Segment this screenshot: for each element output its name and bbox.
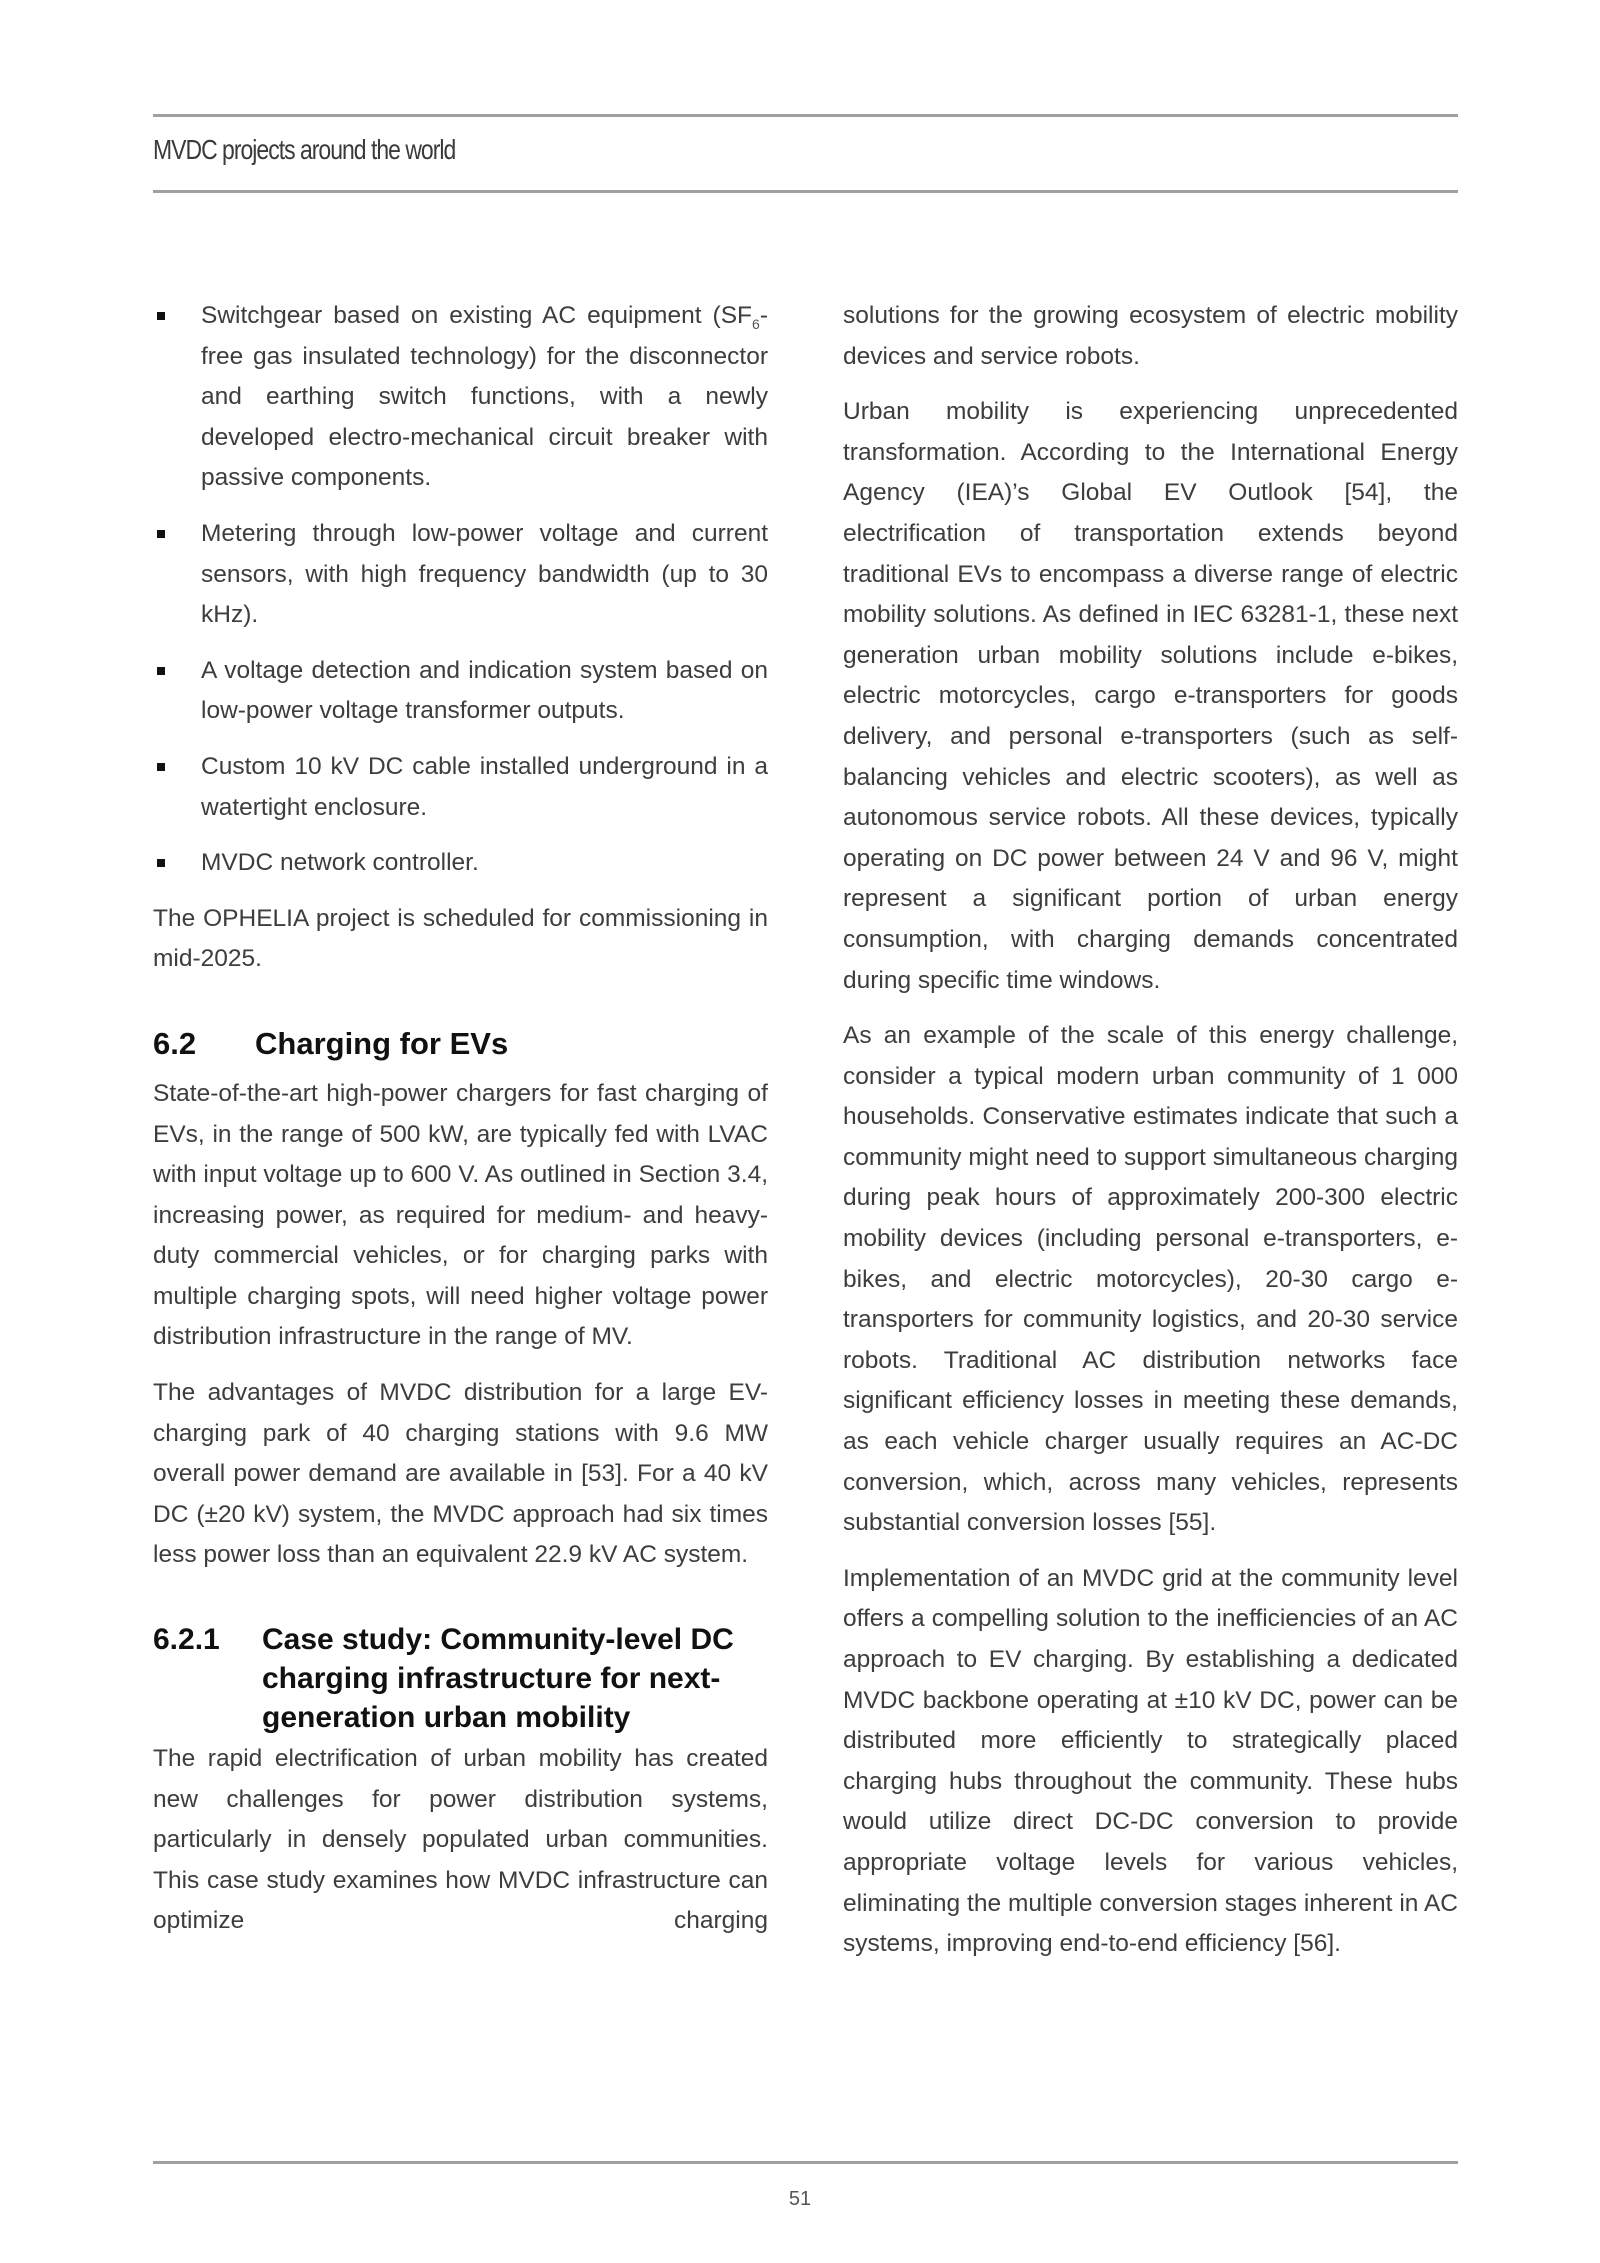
header-bottom-rule (153, 190, 1458, 193)
bullet-text: Custom 10 kV DC cable installed underground in a watertight enclosure. (201, 752, 768, 821)
section-number: 6.2 (153, 1025, 197, 1061)
bullet-item-voltage-detection (153, 651, 768, 732)
bullet-text: A voltage detection and indication system based on low-power voltage transformer outputs. (201, 656, 768, 725)
ophelia-schedule-paragraph: The OPHELIA project is scheduled for commissioning in mid-2025. (153, 904, 768, 973)
header-top-rule (153, 114, 1458, 117)
square-bullet-icon (157, 667, 165, 675)
body-paragraph: Implementation of an MVDC grid at the community level offers a compelling solution to the inefficiencies of an AC approach to EV charging. By establishing a dedicated MVDC backbone operating at ±10 kV DC, power can be distributed more efficiently to strategically placed charging hubs throughout the community. These hubs would utilize direct DC-DC conversion to provide appropriate voltage levels for various vehicles, eliminating the multiple conversion stages inherent in AC systems, improving end-to-end efficiency [56]. (843, 1564, 1458, 1958)
subsection-number: 6.2.1 (153, 1623, 220, 1657)
running-header-title: MVDC projects around the world (153, 134, 456, 165)
page-number: 51 (788, 2188, 812, 2210)
body-paragraph: State-of-the-art high-power chargers for fast charging of EVs, in the range of 500 kW, are typically fed with LVAC with input voltage up to 600 V. As outlined in Section 3.4, increasing power, as required for medium- and heavy-duty commercial vehicles, or for charging parks with multiple charging spots, will need higher voltage power distribution infrastructure in the range of MV. (153, 1079, 768, 1351)
bullet-item-switchgear (153, 296, 768, 499)
footer-rule (153, 2161, 1458, 2164)
square-bullet-icon (157, 312, 165, 320)
square-bullet-icon (157, 530, 165, 538)
subsection-title: Case study: Community-level DC charging infrastructure for next-generation urban mobility (262, 1623, 734, 1735)
section-heading-6-2 (153, 1024, 768, 1064)
section-title: Charging for EVs (255, 1025, 509, 1061)
body-paragraph: The advantages of MVDC distribution for a large EV-charging park of 40 charging stations with 9.6 MW overall power demand are available in [53]. For a 40 kV DC (±20 kV) system, the MVDC approach had six times less power loss than an equivalent 22.9 kV AC system. (153, 1379, 768, 1569)
body-paragraph: The rapid electrification of urban mobility has created new challenges for power distribution systems, particularly in densely populated urban communities. This case study examines how MVDC infrastructure can optimize charging (153, 1745, 768, 1935)
section-heading-6-2-1 (153, 1620, 768, 1737)
bullet-item-network-controller (153, 843, 768, 884)
body-paragraph: Urban mobility is experiencing unprecedented transformation. According to the International Energy Agency (IEA)’s Global EV Outlook [54], the electrification of transportation extends beyond traditional EVs to encompass a diverse range of electric mobility solutions. As defined in IEC 63281-1, these next generation urban mobility solutions include e-bikes, electric motorcycles, cargo e-transporters for goods delivery, and personal e-transporters (such as self-balancing vehicles and electric scooters), as well as autonomous service robots. All these devices, typically operating on DC power between 24 V and 96 V, might represent a significant portion of urban energy consumption, with charging demands concentrated during specific time windows. (843, 398, 1458, 994)
bullet-item-dc-cable (153, 747, 768, 828)
square-bullet-icon (157, 763, 165, 771)
right-column (843, 296, 1458, 1980)
bullet-text-continued: -free gas insulated technology) for the disconnector and earthing switch functions, with a newly developed electro-mechanical circuit breaker with passive components. (201, 302, 768, 492)
body-paragraph-continued: solutions for the growing ecosystem of electric mobility devices and service robots. (843, 302, 1458, 370)
subscript-6: 6 (752, 315, 760, 332)
bullet-item-metering (153, 514, 768, 636)
body-paragraph: As an example of the scale of this energy challenge, consider a typical modern urban community of 1 000 households. Conservative estimates indicate that such a community might need to support simultaneous charging during peak hours of approximately 200-300 electric mobility devices (including personal e-transporters, e-bikes, and electric motorcycles), 20-30 cargo e-transporters for community logistics, and 20-30 service robots. Traditional AC distribution networks face significant efficiency losses in meeting these demands, as each vehicle charger usually requires an AC-DC conversion, which, across many vehicles, represents substantial conversion losses [55]. (843, 1022, 1458, 1537)
bullet-text: Switchgear based on existing AC equipment (SF (201, 302, 753, 329)
left-column (153, 296, 768, 1957)
bullet-text: Metering through low-power voltage and current sensors, with high frequency bandwidth (up to 30 kHz). (201, 519, 768, 629)
equipment-bullet-list (153, 296, 768, 884)
square-bullet-icon (157, 859, 165, 867)
bullet-text: MVDC network controller. (201, 849, 479, 877)
